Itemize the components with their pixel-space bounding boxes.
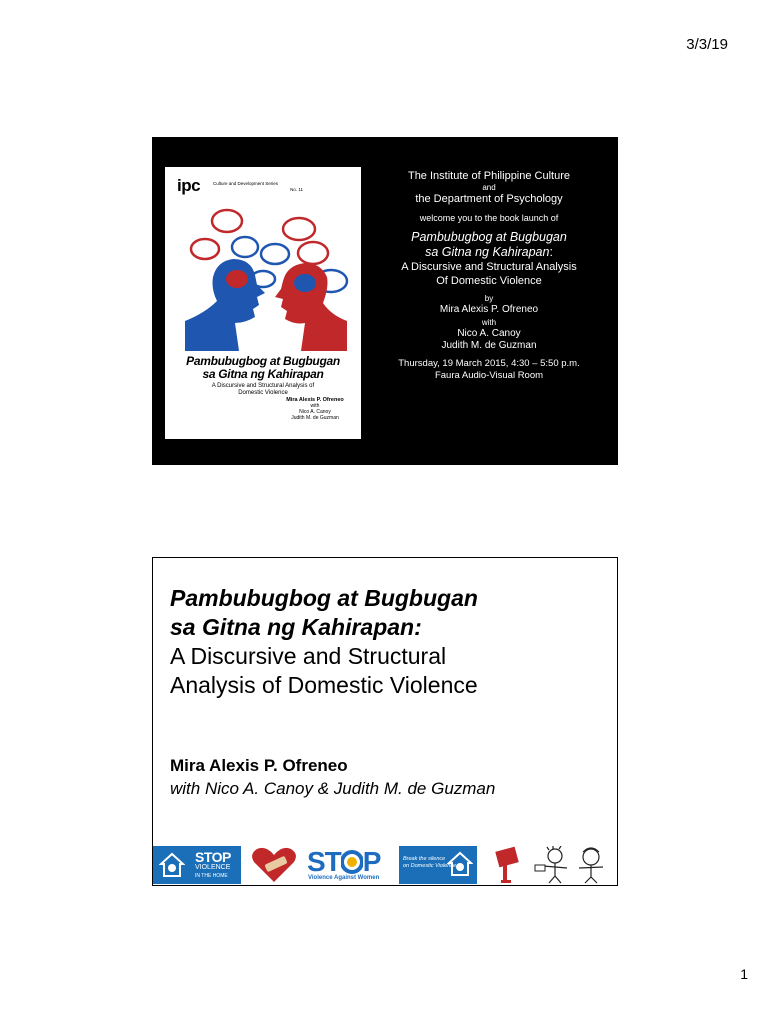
bandaged-heart-icon	[249, 846, 299, 884]
cover-illustration	[165, 201, 361, 351]
page-date: 3/3/19	[686, 36, 728, 53]
logo-strip	[153, 846, 617, 886]
house-icon	[447, 851, 473, 877]
cover-subtitle-line: A Discursive and Structural Analysis of	[211, 383, 315, 389]
page-number: 1	[740, 966, 748, 982]
cover-author: Mira Alexis P. Ofreneo	[286, 397, 344, 403]
series-name: Culture and Development Series	[213, 181, 279, 186]
cover-authors	[275, 397, 355, 421]
ipc-logo: ipc	[177, 176, 201, 195]
with-text: with	[481, 318, 497, 327]
author-name: Mira Alexis P. Ofreneo	[439, 304, 539, 315]
slide-heading	[170, 584, 478, 700]
cover-coauthor: Nico A. Canoy	[299, 409, 331, 415]
coauthor-name: Nico A. Canoy	[457, 328, 521, 339]
globe-icon	[341, 850, 363, 874]
event-venue: Faura Audio-Visual Room	[434, 370, 544, 381]
logo-text: VIOLENCE	[195, 864, 231, 871]
logo-text: Violence Against Women	[308, 875, 380, 881]
heading-plain-line: A Discursive and Structural	[170, 643, 447, 669]
protest-sign-icon	[483, 846, 533, 884]
logo-text: IN THE HOME	[195, 873, 228, 879]
cover-title	[165, 355, 361, 381]
cartoon-figures-icon	[533, 846, 617, 884]
house-icon	[159, 852, 185, 878]
man-silhouette-icon	[185, 259, 265, 351]
event-datetime: Thursday, 19 March 2015, 4:30 – 5:50 p.m.	[398, 358, 580, 369]
and-text: and	[482, 183, 496, 192]
cover-subtitle	[165, 383, 361, 396]
series-number: No. 11	[290, 187, 303, 192]
heading-italic-line: Pambubugbog at Bugbugan	[170, 585, 478, 611]
cover-coauthor: Judith M. de Guzman	[291, 415, 339, 421]
welcome-text: welcome you to the book launch of	[419, 213, 559, 223]
cover-subtitle-line: Domestic Violence	[238, 389, 288, 396]
break-silence-logo	[399, 846, 477, 884]
slide-title	[152, 557, 618, 886]
cover-series	[213, 181, 313, 193]
book-cover	[165, 167, 361, 439]
logo-text: STOP	[195, 849, 231, 865]
stop-vaw-logo: ST P Violence Against Women	[307, 846, 381, 881]
cover-with: with	[310, 403, 320, 409]
book-title-line: sa Gitna ng Kahirapan:	[425, 245, 553, 259]
heading-plain-line: Analysis of Domestic Violence	[170, 672, 478, 698]
speech-bubble-icon	[298, 242, 328, 264]
book-subtitle-line: Of Domestic Violence	[436, 275, 542, 287]
slide-invitation	[152, 137, 618, 465]
book-title-line: Pambubugbog at Bugbugan	[411, 230, 567, 244]
speech-bubble-icon	[191, 239, 219, 259]
book-subtitle-line: A Discursive and Structural Analysis	[401, 261, 577, 273]
cover-title-line: Pambubugbog at Bugbugan	[186, 354, 340, 368]
speech-bubble-icon	[212, 210, 242, 232]
coauthor-name: Judith M. de Guzman	[441, 340, 537, 351]
host-line: The Institute of Philippine Culture	[407, 170, 571, 182]
host-line: the Department of Psychology	[415, 193, 563, 205]
logo-text: Break the silence on Domestic Violence	[403, 856, 457, 869]
stop-violence-home-logo	[153, 846, 241, 884]
heading-italic-line: sa Gitna ng Kahirapan:	[170, 614, 422, 640]
invitation-text	[374, 170, 604, 382]
cover-title-line: sa Gitna ng Kahirapan	[202, 367, 324, 381]
speech-bubble-icon	[261, 244, 289, 264]
slide-coauthors: with Nico A. Canoy & Judith M. de Guzman	[170, 779, 496, 798]
slide-author: Mira Alexis P. Ofreneo	[170, 756, 348, 775]
by-text: by	[484, 294, 494, 303]
speech-bubble-icon	[232, 237, 258, 257]
speech-bubble-icon	[283, 218, 315, 240]
